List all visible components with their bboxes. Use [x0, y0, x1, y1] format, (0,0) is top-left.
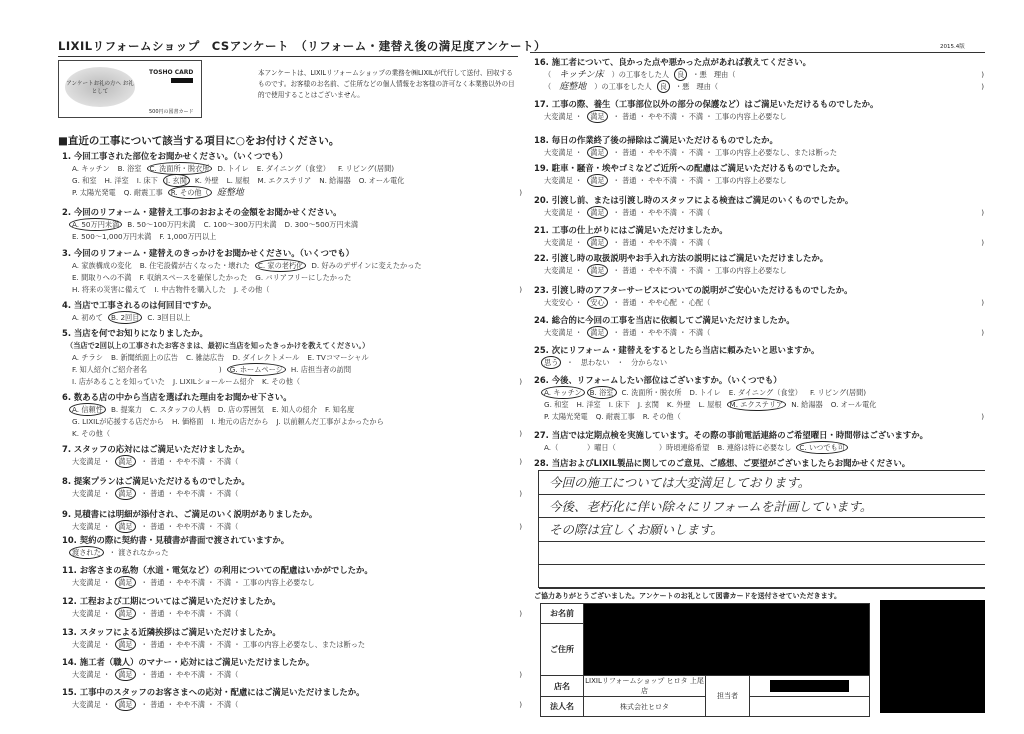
option[interactable]: E. 500～1,000万円未満	[72, 232, 152, 241]
card-caption: 500円の図書カード	[149, 109, 194, 115]
option[interactable]: P. 太陽光発電	[544, 412, 588, 421]
question-title: 17. 工事の際、養生（工事部位以外の部分の保護など）はご満足いただけるものでしたか。	[534, 99, 879, 109]
option-selected[interactable]: B. 浴室	[589, 388, 614, 397]
close-paren: )	[519, 429, 522, 438]
question-title: 24. 総合的に今回の工事を当店に依頼してご満足いただけましたか。	[534, 315, 795, 325]
name-label: お名前	[541, 604, 584, 624]
option[interactable]: G. 和室	[72, 176, 97, 185]
question-title: 26. 今後、リフォームしたい部位はございますか。（いくつでも）	[534, 375, 782, 385]
option-selected[interactable]: 満足	[118, 670, 133, 679]
option-selected[interactable]: 満足	[590, 176, 605, 185]
shop-value: LIXILリフォームショップ ヒロタ 上尾店	[585, 677, 704, 695]
question-4	[62, 299, 522, 324]
question-25	[534, 344, 984, 369]
option-selected[interactable]: 満足	[118, 700, 133, 709]
redaction	[171, 78, 193, 83]
close-paren: )	[981, 298, 984, 307]
option-selected[interactable]: 満足	[118, 489, 133, 498]
option-line	[62, 521, 522, 533]
option-line	[62, 163, 522, 175]
option-selected[interactable]: 安心	[590, 298, 605, 307]
question-1	[62, 150, 522, 199]
question-11	[62, 564, 522, 589]
option[interactable]: ・ 普通 ・ やや不満 ・ 不満（	[140, 670, 239, 679]
question-21	[534, 224, 984, 249]
option-line	[534, 69, 984, 81]
question-8	[62, 475, 522, 500]
option[interactable]: ・悪 理由（	[692, 70, 736, 79]
option-line	[62, 577, 522, 589]
book-card-image	[58, 60, 202, 118]
option[interactable]: I. 中古物件を購入した	[154, 285, 226, 294]
option-selected[interactable]: C. いつでも可	[799, 443, 845, 452]
question-26	[534, 374, 984, 423]
option[interactable]: ・ 普通 ・ やや不満 ・ 不満（	[140, 522, 239, 531]
customer-info-table	[540, 603, 870, 717]
question-18	[534, 134, 984, 159]
option[interactable]: A. チラシ	[72, 353, 103, 362]
option[interactable]: I. 店があることを知っていた	[72, 377, 165, 386]
option-line	[62, 669, 522, 681]
close-paren: )	[519, 670, 522, 679]
option[interactable]: F. 収納スペースを確保したかった	[139, 273, 248, 282]
option[interactable]: H. 店担当者の訪問	[290, 365, 352, 374]
option[interactable]: M. エクステリア	[257, 176, 312, 185]
question-28	[534, 457, 989, 470]
option-line	[534, 81, 984, 93]
question-2	[62, 206, 522, 243]
option-line	[62, 312, 522, 324]
option-line	[62, 284, 522, 296]
option[interactable]: F. 知人紹介(ご紹介者名 )	[72, 365, 222, 374]
option[interactable]: B. 連絡は特に必要なし	[717, 443, 792, 452]
question-title: 1. 今回工事された部位をお聞かせください。（いくつでも）	[62, 151, 288, 161]
option[interactable]: A. キッチン	[72, 164, 110, 173]
question-17	[534, 98, 984, 123]
option[interactable]: A.（ ）曜日（ ）時頃連絡希望	[544, 443, 710, 452]
option-line	[62, 352, 522, 364]
question-6	[62, 391, 522, 440]
option[interactable]: 大変満足 ・	[72, 489, 111, 498]
option[interactable]: ・ 思わない ・ 分からない	[566, 358, 668, 367]
staff-value	[750, 676, 870, 697]
option-selected[interactable]: A. キッチン	[544, 388, 582, 397]
comment-line	[539, 542, 985, 566]
option[interactable]: K. その他（	[262, 377, 301, 386]
question-24	[534, 314, 984, 339]
question-title: 10. 契約の際に契約書・見積書が書面で渡されていますか。	[62, 535, 290, 545]
redacted-name-address	[584, 604, 870, 676]
option-selected[interactable]: 渡された	[72, 548, 101, 557]
option[interactable]: D. 300～500万円未満	[284, 220, 359, 229]
option[interactable]: （	[544, 70, 552, 79]
comment-line: 今回の施工については大変満足しております。	[539, 471, 985, 495]
option-line	[62, 404, 522, 416]
option-selected[interactable]: 満足	[590, 208, 605, 217]
option[interactable]: E. ダイニング（食堂）	[256, 164, 330, 173]
option[interactable]: J. 玄関	[637, 400, 659, 409]
option[interactable]: ）の工事をした人	[611, 70, 670, 79]
question-3	[62, 247, 522, 296]
option[interactable]: 大変満足 ・	[544, 266, 583, 275]
option[interactable]: 大変満足 ・	[544, 328, 583, 337]
option[interactable]: C. 雑誌広告	[185, 353, 225, 362]
option-selected[interactable]: 満足	[118, 522, 133, 531]
question-title: 15. 工事中のスタッフのお客さまへの応対・配慮にはご満足いただけましたか。	[62, 687, 365, 697]
option[interactable]: R. その他（	[642, 412, 681, 421]
option[interactable]: D. トイレ	[217, 164, 249, 173]
option[interactable]: 大変満足 ・	[544, 148, 583, 157]
option[interactable]: E. 知人の紹介	[271, 405, 318, 414]
option[interactable]: H. 価格面	[172, 417, 204, 426]
question-7	[62, 443, 522, 468]
card-logo: TOSHO CARD	[149, 69, 194, 76]
question-title: 3. 今回のリフォーム・建替えのきっかけをお聞かせください。（いくつでも）	[62, 248, 355, 258]
option-line	[534, 207, 984, 219]
option-line	[62, 547, 522, 559]
option[interactable]: G. バリアフリーにしたかった	[255, 273, 352, 282]
option[interactable]: ・ 普通 ・ やや不満 ・ 不満 ・ 工事の内容上必要なし、または断った	[612, 148, 838, 157]
option[interactable]: F. 1,000万円以上	[159, 232, 217, 241]
option[interactable]: 大変満足 ・	[544, 208, 583, 217]
option[interactable]: ・ 普通 ・ やや不満 ・ 不満（	[612, 208, 711, 217]
option[interactable]: ・ 普通 ・ やや不満 ・ 不満（	[612, 238, 711, 247]
option[interactable]: K. 外壁	[194, 176, 219, 185]
option[interactable]: 大変満足 ・	[72, 522, 111, 531]
comment-line	[539, 565, 985, 589]
option[interactable]: O. オール電化	[830, 400, 877, 409]
option-line	[534, 175, 984, 187]
option-selected[interactable]: 満足	[590, 266, 605, 275]
option-line	[534, 327, 984, 339]
option-selected[interactable]: 良	[677, 70, 685, 79]
option[interactable]: 大変満足 ・	[544, 112, 583, 121]
question-title: 21. 工事の仕上がりにはご満足いただけましたか。	[534, 225, 728, 235]
option-line	[62, 272, 522, 284]
option-selected[interactable]: R. その他（	[170, 188, 209, 197]
option-selected[interactable]: 満足	[118, 640, 133, 649]
option-selected[interactable]: G. ホームページ	[229, 365, 283, 374]
question-title: 22. 引渡し時の取扱説明やお手入れ方法の説明にはご満足いただけましたか。	[534, 253, 829, 263]
option[interactable]: K. その他（	[72, 429, 111, 438]
option-line	[534, 111, 984, 123]
question-27	[534, 429, 989, 454]
option[interactable]: L. 屋根	[226, 176, 250, 185]
option[interactable]: N. 給湯器	[791, 400, 823, 409]
close-paren: )	[519, 489, 522, 498]
option[interactable]: ・ 普通 ・ やや不満 ・ 不満 ・ 工事の内容上必要なし	[612, 176, 787, 185]
question-15	[62, 686, 522, 711]
option[interactable]: 大変安心 ・	[544, 298, 583, 307]
close-paren: )	[519, 377, 522, 386]
option[interactable]: A. 家族構成の変化	[72, 261, 132, 270]
question-title: 13. スタッフによる近隣挨拶はご満足いただけましたか。	[62, 627, 281, 637]
option[interactable]: 大変満足 ・	[72, 700, 111, 709]
option[interactable]: 大変満足 ・	[72, 457, 111, 466]
option[interactable]: H. 将来の災害に備えて	[72, 285, 147, 294]
option[interactable]: I. 地元の店だから	[211, 417, 269, 426]
option[interactable]: 大変満足 ・	[544, 238, 583, 247]
question-title: 9. 見積書には明細が添付され、ご満足のいく説明がありましたか。	[62, 509, 318, 519]
option-selected[interactable]: M. エクステリア	[729, 400, 784, 409]
survey-title: LIXILリフォームショップ CSアンケート （リフォーム・建替え後の満足度アンケート）	[58, 38, 518, 57]
option-selected[interactable]: A. 50万円未満	[72, 220, 120, 229]
handwritten-answer[interactable]: キッチン床	[559, 70, 604, 80]
option-line	[534, 357, 984, 369]
option-selected[interactable]: 満足	[590, 112, 605, 121]
comment-box[interactable]	[538, 470, 985, 588]
option-selected[interactable]: 満足	[590, 238, 605, 247]
question-title: 8. 提案プランはご満足いただけるものでしたか。	[62, 476, 250, 486]
question-title: 19. 駐車・騒音・埃やゴミなどご近所への配慮はご満足いただけるものでしたか。	[534, 163, 845, 173]
option[interactable]: 大変満足 ・	[72, 640, 111, 649]
question-title: 25. 次にリフォーム・建替えをするとしたら当店に頼みたいと思いますか。	[534, 345, 820, 355]
option[interactable]: J. LIXILショールーム紹介	[172, 377, 255, 386]
option[interactable]: ・悪 理由（	[674, 82, 719, 91]
option[interactable]: C. 100～300万円未満	[203, 220, 277, 229]
edition-label: 2015.4版	[940, 44, 965, 50]
option[interactable]: ・ 普通 ・ やや不満 ・ 不満（	[140, 609, 239, 618]
option-line	[534, 265, 984, 277]
question-10	[62, 534, 522, 559]
option[interactable]: L. 屋根	[698, 400, 722, 409]
card-oval: アンケートお礼の方へ お礼として	[65, 67, 135, 107]
option[interactable]: J. その他（	[233, 285, 270, 294]
option-line	[62, 416, 522, 428]
option[interactable]: G. LIXILが応援する店だから	[72, 417, 164, 426]
option-line	[62, 376, 522, 388]
option-line	[62, 699, 522, 711]
option-selected[interactable]: 思う	[544, 358, 559, 367]
question-title: 23. 引渡し時のアフターサービスについての説明がご安心いただけるものでしたか。	[534, 285, 853, 295]
question-20	[534, 194, 984, 219]
option-selected[interactable]: 良	[659, 82, 667, 91]
redaction	[770, 680, 849, 692]
option[interactable]: D. トイレ	[689, 388, 721, 397]
redacted-box	[880, 600, 985, 713]
option[interactable]: ・ 普通 ・ やや不満 ・ 不満（	[140, 700, 239, 709]
option[interactable]: H. 洋室	[104, 176, 129, 185]
option[interactable]: C. スタッフの人柄	[150, 405, 210, 414]
option[interactable]: ・ 普通 ・ やや心配 ・ 心配（	[612, 298, 711, 307]
option[interactable]: D. 店の雰囲気	[217, 405, 264, 414]
question-title: 11. お客さまの私物（水道・電気など）の利用についての配慮はいかがでしたか。	[62, 565, 373, 575]
shop-label: 店名	[541, 676, 584, 697]
option[interactable]: B. 50～100万円未満	[127, 220, 196, 229]
question-22	[534, 252, 984, 277]
option-line	[534, 399, 984, 411]
close-paren: )	[519, 522, 522, 531]
option-selected[interactable]: 満足	[118, 609, 133, 618]
close-paren: )	[519, 700, 522, 709]
option[interactable]: H. 洋室	[576, 400, 601, 409]
option-line	[534, 147, 984, 159]
comment-line: その際は宜しくお願いします。	[539, 518, 985, 542]
question-12	[62, 595, 522, 620]
option-line	[62, 219, 522, 231]
question-23	[534, 284, 984, 309]
option-line	[534, 237, 984, 249]
option[interactable]: Q. 耐震工事	[595, 412, 635, 421]
option[interactable]: F. 知名度	[325, 405, 355, 414]
option-selected[interactable]: 満足	[590, 328, 605, 337]
option-line	[62, 175, 522, 187]
option[interactable]: B. 住宅設備が古くなった・壊れた	[139, 261, 250, 270]
comment-line: 今後、老朽化に伴い除々にリフォームを計画しています。	[539, 495, 985, 519]
close-paren: )	[981, 328, 984, 337]
close-paren: )	[519, 285, 522, 294]
question-16	[534, 56, 984, 93]
option[interactable]: 大変満足 ・	[72, 670, 111, 679]
handwritten-answer[interactable]: 庭整地	[559, 82, 587, 92]
staff-label: 担当者	[706, 676, 750, 717]
option-selected[interactable]: 満足	[118, 578, 133, 587]
question-title: 2. 今回のリフォーム・建替え工事のおおよその金額をお聞かせください。	[62, 207, 342, 217]
option[interactable]: B. 提案力	[110, 405, 143, 414]
option-selected[interactable]: A. 信頼性	[72, 405, 103, 414]
company-label: 法人名	[541, 697, 584, 717]
option-selected[interactable]: 満足	[590, 148, 605, 157]
option[interactable]: 大変満足 ・	[72, 609, 111, 618]
option[interactable]: ・ 普通 ・ やや不満 ・ 不満（	[612, 328, 711, 337]
question-14	[62, 656, 522, 681]
option[interactable]: E. ダイニング（食堂）	[728, 388, 802, 397]
option-line	[62, 364, 522, 376]
option[interactable]: ・ 普通 ・ やや不満 ・ 不満 ・ 工事の内容上必要なし、または断った	[140, 640, 366, 649]
option-line	[62, 428, 522, 440]
option-line	[534, 411, 984, 423]
close-paren: )	[519, 457, 522, 466]
close-paren: )	[981, 70, 984, 79]
question-9	[62, 508, 522, 533]
close-paren: )	[519, 188, 522, 197]
option-selected[interactable]: C. 洗面所・脱衣所	[149, 164, 210, 173]
option[interactable]: D. 好みのデザインに変えたかった	[311, 261, 422, 270]
option[interactable]: 大変満足 ・	[72, 578, 111, 587]
option[interactable]: E. 間取りへの不満	[72, 273, 132, 282]
close-paren: )	[981, 412, 984, 421]
option[interactable]: F. リビング(居間)	[337, 164, 395, 173]
close-paren: )	[519, 609, 522, 618]
option-line	[62, 187, 522, 199]
option[interactable]: J. 以前頼んだ工事がよかったから	[276, 417, 384, 426]
option-line	[62, 639, 522, 651]
staff-value-2	[750, 697, 870, 717]
option[interactable]: ・ 普通 ・ やや不満 ・ 不満 ・ 工事の内容上必要なし	[140, 578, 315, 587]
option[interactable]: I. 床下	[608, 400, 630, 409]
option[interactable]: A. 初めて	[72, 313, 103, 322]
option[interactable]: B. 浴室	[117, 164, 142, 173]
question-title: 7. スタッフの応対にはご満足いただけましたか。	[62, 444, 250, 454]
option[interactable]: B. 新聞紙面上の広告	[110, 353, 178, 362]
option[interactable]: K. 外壁	[666, 400, 691, 409]
option[interactable]: C. 3回目以上	[147, 313, 191, 322]
option-line	[62, 488, 522, 500]
option-line	[62, 608, 522, 620]
question-title: 18. 毎日の作業終了後の掃除はご満足いただけるものでしたか。	[534, 135, 778, 145]
option[interactable]: F. リビング(居間)	[809, 388, 867, 397]
option[interactable]: ）の工事をした人	[594, 82, 652, 91]
option[interactable]: D. ダイレクトメール	[232, 353, 300, 362]
option-selected[interactable]: 満足	[118, 457, 133, 466]
option[interactable]: Q. 耐震工事	[123, 188, 163, 197]
option-line	[534, 442, 989, 454]
question-5	[62, 327, 522, 388]
option[interactable]: ・ 普通 ・ やや不満 ・ 不満（	[140, 489, 239, 498]
option[interactable]: ・ 普通 ・ やや不満 ・ 不満 ・ 工事の内容上必要なし	[612, 266, 787, 275]
option-selected[interactable]: J. 玄関	[165, 176, 187, 185]
thanks-text: ご協力ありがとうございました。アンケートのお礼として図書カードを送付させていただきます。	[534, 592, 842, 600]
handwritten-answer[interactable]: 庭整地	[216, 188, 244, 198]
close-paren: )	[981, 208, 984, 217]
privacy-notice: 本アンケートは、LIXILリフォームショップの業務を㈱LIXILが代行して送付、回収するものです。お客様のお名前、ご住所などの個人情報をお客様の許可なく本業務以外の目的で使用することはございません。	[258, 69, 515, 99]
option[interactable]: C. 洗面所・脱衣所	[621, 388, 682, 397]
option[interactable]: E. TVコマーシャル	[307, 353, 369, 362]
question-title: 5. 当店を何でお知りになりましたか。	[62, 328, 208, 338]
close-paren: )	[981, 238, 984, 247]
option[interactable]: G. 和室	[544, 400, 569, 409]
option[interactable]: ・ 普通 ・ やや不満 ・ 不満（	[140, 457, 239, 466]
question-note: （当店で2回以上の工事されたお客さまは、最初に当店を知ったきっかけを教えてください。）	[66, 341, 370, 350]
option[interactable]: （	[544, 82, 552, 91]
option-selected[interactable]: C. 家の老朽化	[257, 261, 304, 270]
option[interactable]: 大変満足 ・	[544, 176, 583, 185]
option[interactable]: ・ 渡されなかった	[108, 548, 169, 557]
option[interactable]: P. 太陽光発電	[72, 188, 116, 197]
option-line	[62, 260, 522, 272]
option-line	[534, 297, 984, 309]
option[interactable]: N. 給湯器	[319, 176, 351, 185]
header-rule	[530, 52, 985, 53]
question-title: 16. 施工者について、良かった点や悪かった点があれば教えてください。	[534, 57, 812, 67]
question-title: 20. 引渡し前、または引渡し時のスタッフによる検査はご満足のいくものでしたか。	[534, 195, 854, 205]
question-title: 12. 工程および工期についてはご満足いただけましたか。	[62, 596, 281, 606]
question-title: 6. 数ある店の中から当店を選ばれた理由をお聞かせ下さい。	[62, 392, 292, 402]
question-13	[62, 626, 522, 651]
option-selected[interactable]: B. 2回目	[110, 313, 140, 322]
option[interactable]: ・ 普通 ・ やや不満 ・ 不満 ・ 工事の内容上必要なし	[612, 112, 787, 121]
close-paren: )	[981, 82, 984, 91]
company-value: 株式会社ヒロタ	[584, 697, 706, 717]
question-title: 28. 当店およびLIXIL製品に関してのご意見、ご感想、ご要望がございましたらお聞かせください。	[534, 458, 911, 468]
question-19	[534, 162, 984, 187]
question-title: 14. 施工者（職人）のマナー・応対にはご満足いただけましたか。	[62, 657, 315, 667]
option[interactable]: O. オール電化	[358, 176, 405, 185]
section-heading: ■直近の工事について該当する項目に○をお付けください。	[58, 135, 340, 147]
option[interactable]: I. 床下	[136, 176, 158, 185]
address-label: ご住所	[541, 624, 584, 676]
question-title: 4. 当店で工事されるのは何回目ですか。	[62, 300, 217, 310]
option-line	[62, 231, 522, 243]
option-line	[62, 456, 522, 468]
question-title: 27. 当店では定期点検を実施しています。その際の事前電話連絡のご希望曜日・時間帯はございますか。	[534, 430, 928, 440]
